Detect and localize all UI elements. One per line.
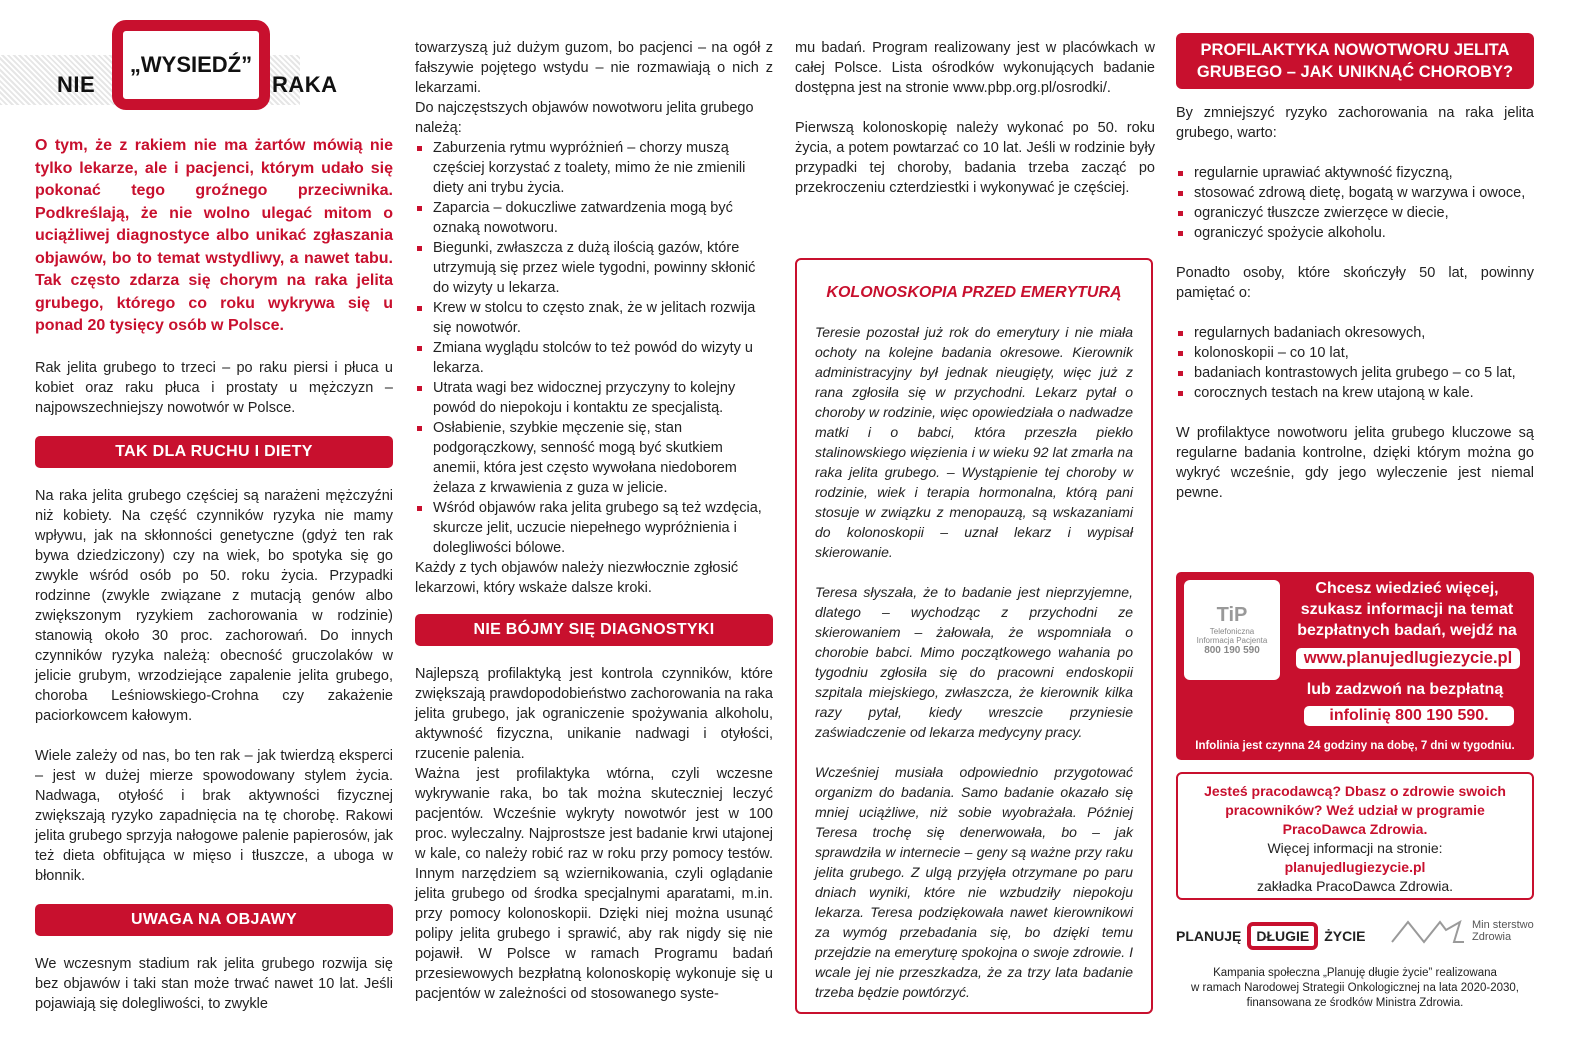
planuje-logo: [1176, 922, 1365, 950]
campaign-line: w ramach Narodowej Strategii Onkologicznej na lata 2020-2030,: [1191, 982, 1519, 994]
list-item: badaniach kontrastowych jelita grubego – co 5 lat,: [1176, 363, 1534, 383]
paragraph: W profilaktyce nowotworu jelita grubego kluczowe są regularne badania kontrolne, dzięki którym można go wykryć wcześnie, gdy jego wyleczenie jest niemal pewne.: [1176, 425, 1534, 501]
lead-paragraph: O tym, że z rakiem nie ma żartów mówią nie tylko lekarze, ale i pacjenci, którym udało się pokonać tego groźnego przeciwnika. Podkreślają, że nie wolno ulegać mitom o uciążliwej diagnostyce albo unikać zgłaszania objawów, bo to temat wstydliwy, a nawet tabu. Tak często zdarza się chorym na raka jelita grubego, którego co roku wykrywa się u ponad 20 tysięcy osób w Polsce.: [35, 137, 393, 334]
employer-line: PracoDawca Zdrowia.: [1282, 821, 1428, 837]
list-item: regularnych badaniach okresowych,: [1176, 323, 1534, 343]
logo-word: PLANUJĘ: [1176, 928, 1242, 944]
story-box: [795, 258, 1153, 1014]
paragraph: By zmniejszyć ryzyko zachorowania na raka jelita grubego, warto:: [1176, 105, 1534, 141]
list-item: Utrata wagi bez widocznej przyczyny to kolejny powód do niepokoju i kontaktu ze specjalistą.: [415, 378, 773, 418]
paragraph: Ważna jest profilaktyka wtórna, czyli wczesne wykrywanie raka, bo tak można skuteczniej leczyć pacjentów. Wcześnie wykryty nowotwór jest w 100 proc. wyleczalny. Najprostsze jest badanie krwi utajonej w kale, co należy robić raz w roku przy pomocy testów. Innym narzędziem są wziernikowania, czyli oglądanie jelita grubego od środka specjalnymi aparatami, m.in. przy pomocy kolonoskopii. Dzięki niej można usunąć polipy jelita grubego i sprawić, aby rak nigdy się nie pojawił. W Polsce w ramach Programu badań przesiewowych bezpłatną kolonoskopię wykonuje się u pacjentów w zależności od stosowanego syste-: [415, 766, 773, 1002]
info-line: bezpłatnych badań, wejdź na: [1297, 622, 1517, 639]
list-item: ograniczyć tłuszcze zwierzęce w diecie,: [1176, 203, 1534, 223]
paragraph: We wczesnym stadium rak jelita grubego rozwija się bez objawów i taki stan może trwać nawet 10 lat. Jeśli pojawiają się dolegliwości, to zwykle: [35, 955, 393, 1012]
paragraph: towarzyszą już dużym guzom, bo pacjenci – na ogół z fałszywie pojętego wstydu – nie rozmawiają o nich z lekarzami.: [415, 40, 773, 96]
tip-logo-subtitle: Telefoniczna Informacja Pacjenta: [1196, 627, 1268, 645]
info-line: szukasz informacji na temat: [1300, 601, 1514, 618]
list-item: Osłabienie, szybkie męczenie się, stan podgorączkowy, senność mogą być skutkiem anemii, która jest często wywołana niedoborem żelaza z krwawienia z guza w jelicie.: [415, 418, 773, 498]
info-lines: [1284, 578, 1530, 641]
section-heading-objawy: UWAGA NA OBJAWY: [35, 904, 393, 936]
paragraph: Wiele zależy od nas, bo ten rak – jak twierdzą eksperci – jest w dużej mierze spowodowany stylem życia. Nadwaga, otyłość i brak aktywności fizycznej zwiększają ryzyko zapadnięcia na tę chorobę. Rakowi jelita grubego sprzyja nałogowe palenie papierosów, jak też dieta obfitująca w mięso i tłuszcze, a uboga w błonnik.: [35, 747, 393, 884]
list-item: Biegunki, zwłaszcza z dużą ilością gazów, które utrzymują się przez wiele tygodni, powinny skłonić do wizyty u lekarza.: [415, 238, 773, 298]
list-item: regularnie uprawiać aktywność fizyczną,: [1176, 163, 1534, 183]
list-item: corocznych testach na krew utajoną w kale.: [1176, 383, 1534, 403]
website-link[interactable]: www.planujedlugiezycie.pl: [1296, 648, 1520, 669]
list-item: Zaparcia – dokuczliwe zatwardzenia mogą być oznaką nowotworu.: [415, 198, 773, 238]
infoline-box: [1176, 572, 1534, 760]
logos-row: [1176, 916, 1534, 956]
list-item: Zmiana wyglądu stolców to też powód do wizyty u lekarza.: [415, 338, 773, 378]
tip-logo-phone: 800 190 590: [1204, 645, 1260, 656]
call-text: lub zadzwoń na bezpłatną: [1306, 681, 1504, 698]
phone-number[interactable]: infolinię 800 190 590.: [1304, 706, 1514, 726]
list-item: ograniczyć spożycie alkoholu.: [1176, 223, 1534, 243]
section-heading-diagnostyka: NIE BÓJMY SIĘ DIAGNOSTYKI: [415, 614, 773, 646]
section-heading-ruch: TAK DLA RUCHU I DIETY: [35, 436, 393, 468]
list-item: Zaburzenia rytmu wypróżnień – chorzy muszą częściej korzystać z toalety, mimo że nie zmienili diety ani trybu życia.: [415, 138, 773, 198]
logo-word: ŻYCIE: [1324, 928, 1366, 944]
list-item: kolonoskopii – co 10 lat,: [1176, 343, 1534, 363]
column-1: [35, 135, 393, 1014]
paragraph: Do najczęstszych objawów nowotworu jelita grubego należą:: [415, 100, 754, 136]
list-item: Krew w stolcu to często znak, że w jelitach rozwija się nowotwór.: [415, 298, 773, 338]
logo-word-boxed: DŁUGIE: [1247, 922, 1318, 950]
tip-logo-text: TiP: [1216, 604, 1248, 626]
paragraph: Na raka jelita grubego częściej są narażeni mężczyźni niż kobiety. Na część czynników ryzyka nie mamy wpływu, jak na skłonności genetyczne (gdyż ten rak bywa dziedziczony) czy na wiek, bo spotyka się go zwykle wśród osób po 50. roku życia. Przypadki rodzinne (zwykle związane z mutacją genów albo zwiększonym ryzykiem zachorowania w rodzinie) stanowią około 30 proc. zachorowań. Do innych czynników ryzyka należą: obecność gruczolaków w jelicie grubym, wrzodziejące zapalenie jelita grubego, choroba Leśniowskiego-Crohna czy zakażenie paciorkowcem kałowym.: [35, 487, 393, 724]
ministry-mark-icon: [1390, 918, 1466, 944]
paragraph: Najlepszą profilaktyką jest kontrola czynników, które zwiększają prawdopodobieństwo zachorowania na raka jelita grubego, jak ograniczenie spożywania alkoholu, aktywność fizyczna, unikanie nadwagi i otyłości, rzucenie palenia.: [415, 666, 773, 762]
campaign-footer: [1176, 966, 1534, 1011]
symptom-list: [415, 138, 773, 558]
list-item: stosować zdrową dietę, bogatą w warzywa i owoce,: [1176, 183, 1534, 203]
story-paragraph: Teresa słyszała, że to badanie jest nieprzyjemne, dlatego – wychodząc z przychodni ze skierowaniem – żałowała, że wspomniała o chorobie babci. Mimo początkowego wahania po tygodniu zgłosiła się do pracowni endoskopii szpitala miejskiego, zwłaszcza, że kierownik kilka razy pytał, kiedy wreszcie przyniesie zaświadczenie od lekarza medycyny pracy.: [815, 584, 1133, 740]
employer-link[interactable]: planujedlugiezycie.pl: [1284, 859, 1426, 875]
title-right: RAKA: [272, 72, 338, 97]
title-boxed: „WYSIEDŹ”: [112, 20, 270, 110]
story-paragraph: Teresie pozostał już rok do emerytury i nie miała ochoty na kolejne badania okresowe. Kierownik administracyjny był jednak nieugięty, więc już z rana zgłosiła się w przychodni. Lekarz pytał o choroby w rodzinie, więc opowiedziała o nadwadze matki i o babci, która przeszła piekło stalinowskiego więzienia i w wieku 92 lat zmarła na raka jelita grubego. – Wystąpienie tej choroby w rodzinie, wiek i terapia hormonalna, którą pani stosuje w związku z menopauzą, są wskazaniami do kolonoskopii – uznał lekarz i wypisał skierowanie.: [815, 324, 1133, 560]
checkup-list: [1176, 323, 1534, 403]
column-2: [415, 38, 773, 1004]
employer-line: Więcej informacji na stronie:: [1267, 840, 1443, 856]
ministry-logo: [1390, 918, 1534, 944]
prevention-heading: PROFILAKTYKA NOWOTWORU JELITA GRUBEGO – JAK UNIKNĄĆ CHOROBY?: [1176, 33, 1534, 89]
title-left: NIE: [57, 72, 96, 97]
page-title: [0, 20, 400, 110]
campaign-line: finansowana ze środków Ministra Zdrowia.: [1246, 997, 1464, 1009]
employer-box: [1176, 772, 1534, 900]
paragraph: Każdy z tych objawów należy niezwłocznie zgłosić lekarzowi, który wskaże dalsze kroki.: [415, 560, 739, 596]
info-line: Chcesz wiedzieć więcej,: [1315, 580, 1499, 597]
infoline-hours: Infolinia jest czynna 24 godziny na dobę, 7 dni w tygodniu.: [1195, 740, 1515, 752]
column-3: [795, 38, 1155, 198]
paragraph: Pierwszą kolonoskopię należy wykonać po 50. roku życia, a potem powtarzać co 10 lat. Jeśli w rodzinie były przypadki tej choroby, badania trzeba zacząć po przekroczeniu czterdziestki i wykonywać je częściej.: [795, 120, 1155, 196]
tip-logo: [1184, 580, 1280, 680]
ministry-name: Min sterstwo: [1472, 919, 1534, 931]
column-4: [1176, 33, 1534, 503]
intro-paragraph: Rak jelita grubego to trzeci – po raku piersi i płuca u kobiet oraz raku płuca i prostaty u mężczyzn – najpowszechniejszy nowotwór w Polsce.: [35, 359, 393, 416]
employer-line: Jesteś pracodawcą? Dbasz o zdrowie swoich: [1204, 783, 1506, 799]
list-item: Wśród objawów raka jelita grubego są też wzdęcia, skurcze jelit, uczucie niepełnego wypróżnienia i dolegliwości bólowe.: [415, 498, 773, 558]
story-title: KOLONOSKOPIA PRZED EMERYTURĄ: [826, 284, 1122, 301]
prevention-list: [1176, 163, 1534, 243]
paragraph: Ponadto osoby, które skończyły 50 lat, powinny pamiętać o:: [1176, 265, 1534, 301]
ministry-name: Zdrowia: [1472, 931, 1512, 943]
employer-line: pracowników? Weź udział w programie: [1225, 802, 1485, 818]
paragraph: mu badań. Program realizowany jest w placówkach w całej Polsce. Lista ośrodków wykonujących badanie dostępna jest na stronie www.pbp.org.pl/osrodki/.: [795, 40, 1155, 96]
campaign-line: Kampania społeczna „Planuję długie życie” realizowana: [1213, 967, 1497, 979]
employer-line: zakładka PracoDawca Zdrowia.: [1256, 878, 1454, 894]
story-paragraph: Wcześniej musiała odpowiednio przygotować organizm do badania. Samo badanie okazało się mniej uciążliwe, niż sobie wyobrażała. Później Teresa trochę się denerwowała, bo – jak sprawdziła w internecie – geny są ważne przy raku jelita grubego. Z ulgą przyjęła otrzymane po paru dniach wyniki, które nie wzbudziły niepokoju lekarza. Teresa podziękowała nawet kierownikowi za wymóg przebadania się, bo dzięki temu przejdzie na emeryturę spokojna o swoje zdrowie. I wcale jej nie przeszkadza, że za trzy lata badanie trzeba będzie powtórzyć.: [815, 764, 1133, 1000]
